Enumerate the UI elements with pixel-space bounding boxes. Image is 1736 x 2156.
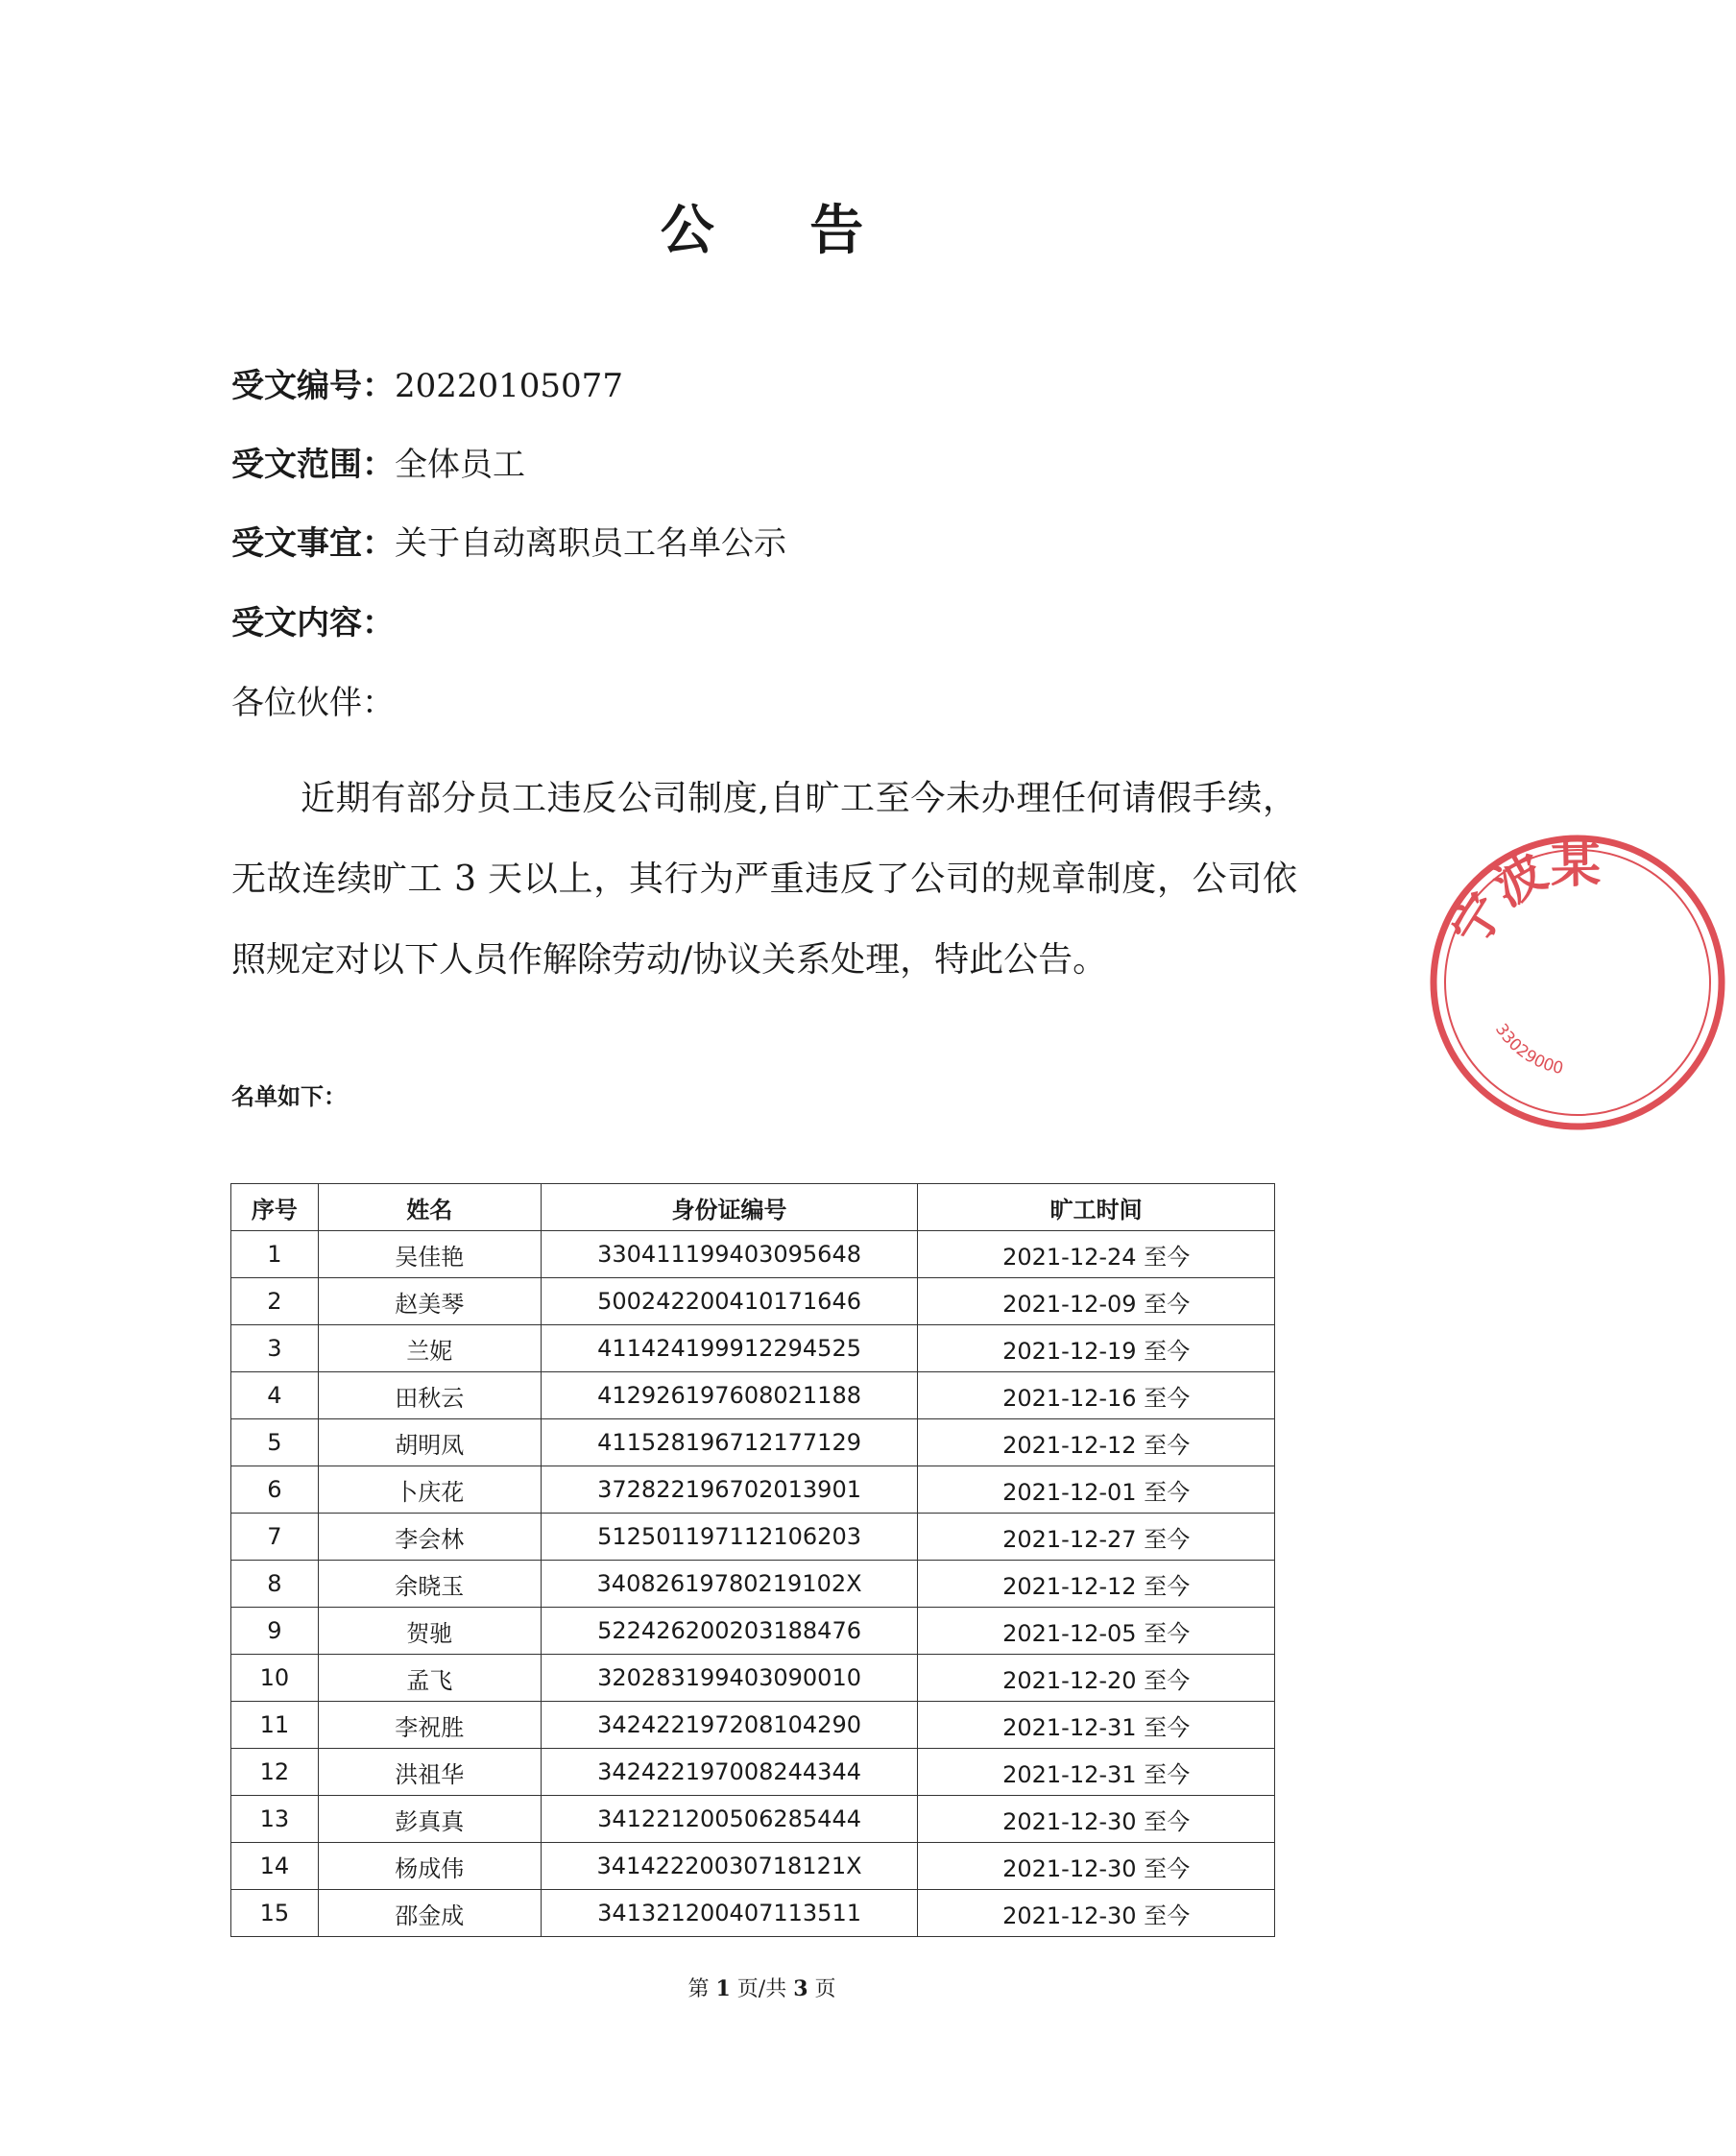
cell-id-number: 330411199403095648: [541, 1231, 917, 1278]
cell-id-number: 342422197208104290: [541, 1702, 917, 1749]
body-paragraph: 近期有部分员工违反公司制度,自旷工至今未办理任何请假手续，无故连续旷工 3 天以上，其行为严重违反了公司的规章制度，公司依照规定对以下人员作解除劳动/协议关系处理，特此公告。: [231, 779, 1297, 980]
cell-absence-time: 2021-12-09 至今: [918, 1278, 1275, 1325]
header-name: 姓名: [318, 1184, 541, 1231]
cell-name: 杨成伟: [318, 1843, 541, 1890]
table-row: [231, 1514, 1275, 1561]
cell-seq: 13: [231, 1796, 319, 1843]
table-header-row: [231, 1184, 1275, 1231]
cell-seq: 7: [231, 1514, 319, 1561]
cell-name: 孟飞: [318, 1655, 541, 1702]
cell-seq: 9: [231, 1608, 319, 1655]
cell-name: 彭真真: [318, 1796, 541, 1843]
cell-absence-time: 2021-12-30 至今: [918, 1890, 1275, 1937]
cell-name: 田秋云: [318, 1372, 541, 1419]
subject-label: 受文事宜：: [231, 524, 395, 563]
table-row: [231, 1231, 1275, 1278]
cell-absence-time: 2021-12-27 至今: [918, 1514, 1275, 1561]
cell-id-number: 412926197608021188: [541, 1372, 917, 1419]
cell-id-number: 372822196702013901: [541, 1466, 917, 1514]
cell-name: 赵美琴: [318, 1278, 541, 1325]
footer-middle: 页/共: [736, 1977, 787, 2001]
header-absence-time: 旷工时间: [918, 1184, 1275, 1231]
cell-seq: 12: [231, 1749, 319, 1796]
cell-name: 余晓玉: [318, 1561, 541, 1608]
cell-id-number: 341321200407113511: [541, 1890, 917, 1937]
footer-total-pages: 3: [793, 1976, 808, 2001]
cell-name: 洪祖华: [318, 1749, 541, 1796]
cell-absence-time: 2021-12-20 至今: [918, 1655, 1275, 1702]
cell-absence-time: 2021-12-05 至今: [918, 1608, 1275, 1655]
cell-absence-time: 2021-12-31 至今: [918, 1749, 1275, 1796]
footer-suffix: 页: [814, 1977, 836, 2001]
cell-name: 兰妮: [318, 1325, 541, 1372]
table-row: [231, 1796, 1275, 1843]
cell-seq: 11: [231, 1702, 319, 1749]
content-line: [231, 604, 395, 642]
cell-seq: 14: [231, 1843, 319, 1890]
cell-seq: 1: [231, 1231, 319, 1278]
cell-id-number: 411528196712177129: [541, 1419, 917, 1466]
subject-line: [231, 524, 786, 563]
cell-absence-time: 2021-12-31 至今: [918, 1702, 1275, 1749]
table-row: [231, 1843, 1275, 1890]
cell-id-number: 341221200506285444: [541, 1796, 917, 1843]
table-row: [231, 1372, 1275, 1419]
table-row: [231, 1325, 1275, 1372]
cell-absence-time: 2021-12-12 至今: [918, 1419, 1275, 1466]
cell-id-number: 522426200203188476: [541, 1608, 917, 1655]
table-row: [231, 1749, 1275, 1796]
greeting: 各位伙伴：: [231, 684, 395, 722]
table-row: [231, 1561, 1275, 1608]
table-row: [231, 1278, 1275, 1325]
cell-id-number: 34082619780219102X: [541, 1561, 917, 1608]
dismissal-table: [230, 1183, 1275, 1937]
subject-value: 关于自动离职员工名单公示: [395, 524, 786, 563]
cell-absence-time: 2021-12-30 至今: [918, 1796, 1275, 1843]
cell-seq: 15: [231, 1890, 319, 1937]
cell-id-number: 512501197112106203: [541, 1514, 917, 1561]
table-row: [231, 1702, 1275, 1749]
footer-prefix: 第: [687, 1977, 710, 2001]
seal-name-text: 宁波某: [1439, 835, 1602, 957]
cell-id-number: 34142220030718121X: [541, 1843, 917, 1890]
company-seal: [1419, 824, 1736, 1141]
cell-absence-time: 2021-12-01 至今: [918, 1466, 1275, 1514]
cell-seq: 6: [231, 1466, 319, 1514]
cell-seq: 5: [231, 1419, 319, 1466]
header-seq: 序号: [231, 1184, 319, 1231]
doc-number-value: 20220105077: [395, 367, 623, 405]
cell-seq: 10: [231, 1655, 319, 1702]
table-row: [231, 1419, 1275, 1466]
cell-absence-time: 2021-12-12 至今: [918, 1561, 1275, 1608]
cell-name: 李会林: [318, 1514, 541, 1561]
notice-title: 公 告: [660, 199, 903, 262]
cell-id-number: 342422197008244344: [541, 1749, 917, 1796]
cell-seq: 8: [231, 1561, 319, 1608]
table-body: [231, 1231, 1275, 1937]
content-label: 受文内容：: [231, 604, 395, 642]
cell-name: 吴佳艳: [318, 1231, 541, 1278]
page-footer: [0, 1973, 1524, 2002]
cell-absence-time: 2021-12-30 至今: [918, 1843, 1275, 1890]
doc-number-label: 受文编号：: [231, 367, 395, 405]
scope-label: 受文范围：: [231, 446, 395, 484]
table-row: [231, 1608, 1275, 1655]
cell-seq: 3: [231, 1325, 319, 1372]
cell-seq: 4: [231, 1372, 319, 1419]
footer-page-number: 1: [715, 1976, 731, 2001]
doc-number-line: [231, 367, 623, 405]
cell-id-number: 500242200410171646: [541, 1278, 917, 1325]
scope-value: 全体员工: [395, 446, 525, 484]
table-row: [231, 1466, 1275, 1514]
list-heading: 名单如下：: [231, 1082, 347, 1110]
cell-seq: 2: [231, 1278, 319, 1325]
cell-name: 邵金成: [318, 1890, 541, 1937]
cell-name: 卜庆花: [318, 1466, 541, 1514]
cell-name: 李祝胜: [318, 1702, 541, 1749]
cell-name: 胡明凤: [318, 1419, 541, 1466]
scope-line: [231, 446, 525, 484]
seal-number-text: 33029000: [1490, 1020, 1565, 1079]
cell-absence-time: 2021-12-24 至今: [918, 1231, 1275, 1278]
cell-id-number: 411424199912294525: [541, 1325, 917, 1372]
cell-absence-time: 2021-12-16 至今: [918, 1372, 1275, 1419]
header-id-number: 身份证编号: [541, 1184, 917, 1231]
cell-absence-time: 2021-12-19 至今: [918, 1325, 1275, 1372]
table-row: [231, 1655, 1275, 1702]
cell-name: 贺驰: [318, 1608, 541, 1655]
cell-id-number: 320283199403090010: [541, 1655, 917, 1702]
table-row: [231, 1890, 1275, 1937]
